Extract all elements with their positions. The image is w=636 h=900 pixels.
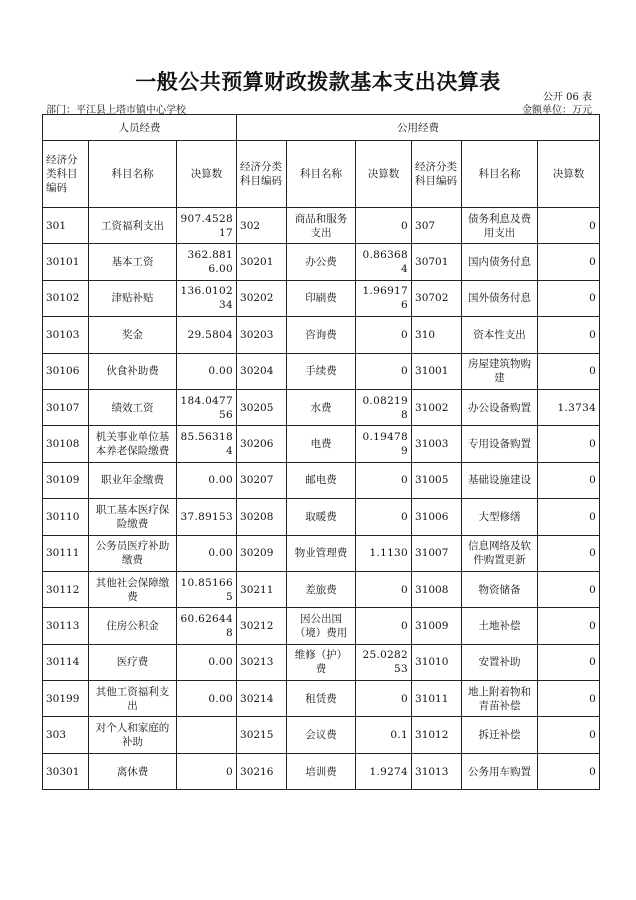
code-cell: 30202: [237, 280, 287, 316]
code-cell: 31009: [412, 608, 462, 644]
code-cell: 31010: [412, 644, 462, 680]
amount-cell: 0: [538, 317, 600, 353]
amount-cell: 184.047756: [177, 389, 237, 425]
code-cell: 30702: [412, 280, 462, 316]
amount-cell: 0: [538, 499, 600, 535]
amount-cell: 0.00: [177, 353, 237, 389]
code-cell: 30214: [237, 681, 287, 717]
name-cell: 职工基本医疗保险缴费: [89, 499, 177, 535]
code-cell: 30203: [237, 317, 287, 353]
amount-cell: 136.010234: [177, 280, 237, 316]
code-cell: 30205: [237, 389, 287, 425]
code-cell: 31006: [412, 499, 462, 535]
code-cell: 30106: [43, 353, 89, 389]
table-row: [43, 608, 600, 644]
amount-cell: 0.00: [177, 462, 237, 498]
col-header-amount: 决算数: [177, 141, 237, 208]
amount-cell: 0.863684: [356, 244, 412, 280]
name-cell: 房屋建筑物购建: [462, 353, 538, 389]
code-cell: 30206: [237, 426, 287, 462]
amount-cell: 1.9274: [356, 753, 412, 789]
table-row: [43, 499, 600, 535]
name-cell: 物资储备: [462, 571, 538, 607]
amount-cell: 0: [356, 317, 412, 353]
name-cell: 邮电费: [287, 462, 356, 498]
code-cell: 31008: [412, 571, 462, 607]
code-cell: 30204: [237, 353, 287, 389]
name-cell: 培训费: [287, 753, 356, 789]
name-cell: 手续费: [287, 353, 356, 389]
table-row: [43, 681, 600, 717]
amount-cell: 1.1130: [356, 535, 412, 571]
amount-cell: 0: [356, 571, 412, 607]
code-cell: 30102: [43, 280, 89, 316]
table-row: [43, 717, 600, 753]
amount-cell: 29.5804: [177, 317, 237, 353]
name-cell: 大型修缮: [462, 499, 538, 535]
table-row: [43, 244, 600, 280]
code-cell: 31002: [412, 389, 462, 425]
col-header-code: 经济分类科目编码: [43, 141, 89, 208]
col-header-amount: 决算数: [538, 141, 600, 208]
name-cell: 医疗费: [89, 644, 177, 680]
code-cell: 30211: [237, 571, 287, 607]
form-number: 公开 06 表: [542, 92, 592, 103]
name-cell: 债务利息及费用支出: [462, 208, 538, 244]
code-cell: 30114: [43, 644, 89, 680]
amount-unit-label: 金额单位：万元: [522, 105, 592, 116]
amount-cell: 85.563184: [177, 426, 237, 462]
amount-cell: 0: [538, 535, 600, 571]
amount-cell: 1.3734: [538, 389, 600, 425]
name-cell: 离休费: [89, 753, 177, 789]
amount-cell: 37.89153: [177, 499, 237, 535]
amount-cell: 0: [538, 608, 600, 644]
table-row: [43, 353, 600, 389]
name-cell: 职业年金缴费: [89, 462, 177, 498]
code-cell: 307: [412, 208, 462, 244]
amount-cell: 0: [538, 353, 600, 389]
name-cell: 因公出国（境）费用: [287, 608, 356, 644]
amount-cell: 0.082198: [356, 389, 412, 425]
name-cell: 拆迁补偿: [462, 717, 538, 753]
table-row: [43, 389, 600, 425]
table-row: [43, 208, 600, 244]
amount-cell: 60.626448: [177, 608, 237, 644]
code-cell: 301: [43, 208, 89, 244]
name-cell: 会议费: [287, 717, 356, 753]
code-cell: 30110: [43, 499, 89, 535]
table-row: [43, 535, 600, 571]
code-cell: 31007: [412, 535, 462, 571]
name-cell: 其他工资福利支出: [89, 681, 177, 717]
col-header-name: 科目名称: [287, 141, 356, 208]
code-cell: 30111: [43, 535, 89, 571]
code-cell: 31001: [412, 353, 462, 389]
amount-cell: 0: [538, 571, 600, 607]
name-cell: 工资福利支出: [89, 208, 177, 244]
code-cell: 31005: [412, 462, 462, 498]
name-cell: 专用设备购置: [462, 426, 538, 462]
name-cell: 办公设备购置: [462, 389, 538, 425]
name-cell: 公务用车购置: [462, 753, 538, 789]
expenditure-table: [42, 114, 600, 790]
col-header-code: 经济分类科目编码: [237, 141, 287, 208]
amount-cell: 10.851665: [177, 571, 237, 607]
col-header-code: 经济分类科目编码: [412, 141, 462, 208]
amount-cell: 0: [538, 644, 600, 680]
amount-cell: 25.028253: [356, 644, 412, 680]
table-row: [43, 462, 600, 498]
page-title: 一般公共预算财政拨款基本支出决算表: [135, 70, 501, 94]
table-row: [43, 280, 600, 316]
amount-cell: 0: [177, 753, 237, 789]
name-cell: 奖金: [89, 317, 177, 353]
col-header-name: 科目名称: [462, 141, 538, 208]
name-cell: 咨询费: [287, 317, 356, 353]
amount-cell: 0: [538, 244, 600, 280]
amount-cell: 0.194789: [356, 426, 412, 462]
table-row: [43, 426, 600, 462]
name-cell: 安置补助: [462, 644, 538, 680]
amount-cell: 0: [538, 717, 600, 753]
amount-cell: 0.00: [177, 644, 237, 680]
amount-cell: 0.00: [177, 681, 237, 717]
column-header-row: [43, 141, 600, 208]
code-cell: 30208: [237, 499, 287, 535]
name-cell: 水费: [287, 389, 356, 425]
name-cell: 基本工资: [89, 244, 177, 280]
name-cell: 其他社会保障缴费: [89, 571, 177, 607]
code-cell: 31011: [412, 681, 462, 717]
amount-cell: 0: [356, 208, 412, 244]
name-cell: 国内债务付息: [462, 244, 538, 280]
amount-cell: 0: [356, 499, 412, 535]
amount-cell: 0: [538, 208, 600, 244]
name-cell: 电费: [287, 426, 356, 462]
code-cell: 31013: [412, 753, 462, 789]
amount-cell: 0: [356, 353, 412, 389]
name-cell: 资本性支出: [462, 317, 538, 353]
group-header-row: [43, 115, 600, 141]
amount-cell: 0: [356, 608, 412, 644]
table-row: [43, 317, 600, 353]
code-cell: 30103: [43, 317, 89, 353]
code-cell: 30113: [43, 608, 89, 644]
amount-cell: 0: [356, 462, 412, 498]
name-cell: 取暖费: [287, 499, 356, 535]
amount-cell: 0: [538, 426, 600, 462]
group-header-personnel: 人员经费: [43, 115, 237, 141]
name-cell: 地上附着物和青苗补偿: [462, 681, 538, 717]
code-cell: 30701: [412, 244, 462, 280]
name-cell: 机关事业单位基本养老保险缴费: [89, 426, 177, 462]
amount-cell: [177, 717, 237, 753]
table-row: [43, 644, 600, 680]
amount-cell: 1.969176: [356, 280, 412, 316]
table-row: [43, 753, 600, 789]
department-label: 部门：平江县上塔市镇中心学校: [46, 105, 186, 116]
name-cell: 商品和服务支出: [287, 208, 356, 244]
code-cell: 303: [43, 717, 89, 753]
group-header-public: 公用经费: [237, 115, 600, 141]
name-cell: 差旅费: [287, 571, 356, 607]
name-cell: 伙食补助费: [89, 353, 177, 389]
code-cell: 31012: [412, 717, 462, 753]
amount-cell: 0: [538, 462, 600, 498]
name-cell: 绩效工资: [89, 389, 177, 425]
name-cell: 信息网络及软件购置更新: [462, 535, 538, 571]
table-row: [43, 571, 600, 607]
code-cell: 30108: [43, 426, 89, 462]
name-cell: 印刷费: [287, 280, 356, 316]
amount-cell: 907.452817: [177, 208, 237, 244]
code-cell: 30301: [43, 753, 89, 789]
name-cell: 津贴补贴: [89, 280, 177, 316]
code-cell: 30201: [237, 244, 287, 280]
code-cell: 30112: [43, 571, 89, 607]
amount-cell: 0: [538, 753, 600, 789]
col-header-amount: 决算数: [356, 141, 412, 208]
code-cell: 31003: [412, 426, 462, 462]
code-cell: 30107: [43, 389, 89, 425]
code-cell: 30207: [237, 462, 287, 498]
name-cell: 维修（护）费: [287, 644, 356, 680]
name-cell: 基础设施建设: [462, 462, 538, 498]
code-cell: 302: [237, 208, 287, 244]
code-cell: 30209: [237, 535, 287, 571]
amount-cell: 0.1: [356, 717, 412, 753]
amount-cell: 0: [538, 280, 600, 316]
code-cell: 30199: [43, 681, 89, 717]
name-cell: 办公费: [287, 244, 356, 280]
amount-cell: 362.8816.00: [177, 244, 237, 280]
amount-cell: 0: [538, 681, 600, 717]
name-cell: 公务员医疗补助缴费: [89, 535, 177, 571]
code-cell: 30212: [237, 608, 287, 644]
name-cell: 对个人和家庭的补助: [89, 717, 177, 753]
name-cell: 物业管理费: [287, 535, 356, 571]
col-header-name: 科目名称: [89, 141, 177, 208]
code-cell: 30213: [237, 644, 287, 680]
code-cell: 30215: [237, 717, 287, 753]
name-cell: 土地补偿: [462, 608, 538, 644]
name-cell: 租赁费: [287, 681, 356, 717]
code-cell: 310: [412, 317, 462, 353]
name-cell: 国外债务付息: [462, 280, 538, 316]
amount-cell: 0: [356, 681, 412, 717]
name-cell: 住房公积金: [89, 608, 177, 644]
code-cell: 30216: [237, 753, 287, 789]
amount-cell: 0.00: [177, 535, 237, 571]
code-cell: 30101: [43, 244, 89, 280]
code-cell: 30109: [43, 462, 89, 498]
